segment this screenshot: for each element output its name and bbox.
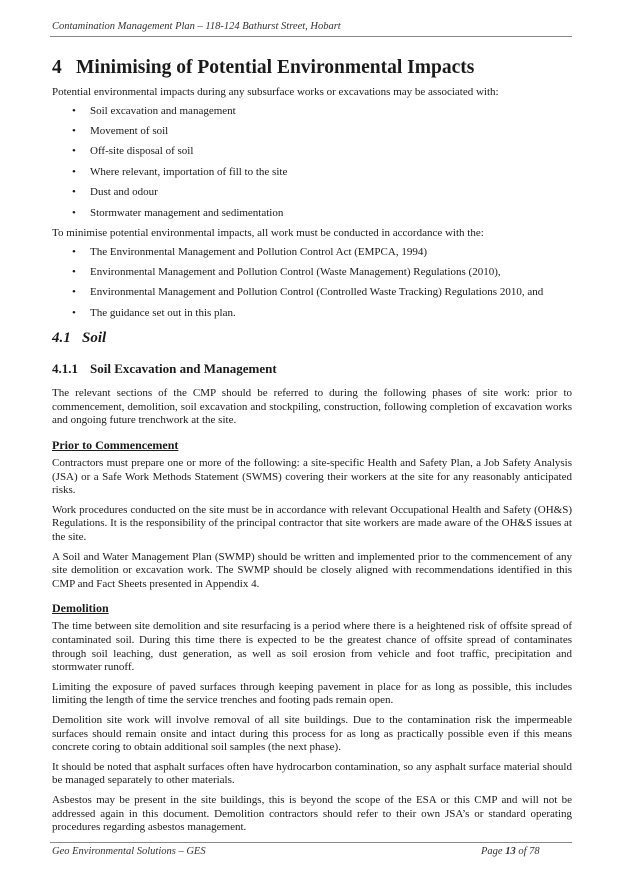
demolition-paragraph-2: Limiting the exposure of paved surfaces through keeping pavement in place for as long as possible, this includes limiting the length of time the service trenches and footing pads remain open.	[52, 680, 572, 707]
impacts-list	[52, 105, 572, 221]
bullet-icon: •	[72, 104, 76, 117]
section-heading	[52, 56, 572, 80]
list-item: • Stormwater management and sedimentation	[72, 206, 284, 219]
list-item: • Dust and odour	[72, 186, 158, 199]
regulations-list	[52, 246, 572, 321]
demolition-paragraph-5: Asbestos may be present in the site buildings, this is beyond the scope of the ESA or this CMP and will not be addressed again in this document. Demolition contractors should refer to their own JSA’s or standard operating procedures regarding asbestos management.	[52, 793, 572, 834]
bullet-icon: •	[72, 306, 76, 319]
list-item: • Where relevant, importation of fill to the site	[72, 165, 288, 178]
section-number: 4	[52, 57, 62, 78]
running-header: Contamination Management Plan – 118-124 Bathurst Street, Hobart	[52, 21, 341, 32]
bullet-icon: •	[72, 165, 76, 178]
accordance-paragraph: To minimise potential environmental impacts, all work must be conducted in accordance with the:	[52, 226, 484, 239]
bullet-icon: •	[72, 124, 76, 137]
bullet-icon: •	[72, 145, 76, 158]
list-item: • Environmental Management and Pollution Control (Controlled Waste Tracking) Regulations 2010, and	[72, 286, 544, 299]
demolition-paragraph-4: It should be noted that asphalt surfaces often have hydrocarbon contamination, so any asphalt surface material should be managed separately to other materials.	[52, 760, 572, 787]
bullet-icon: •	[72, 265, 76, 278]
demolition-paragraph-1: The time between site demolition and site resurfacing is a period where there is a heightened risk of offsite spread of contaminated soil. During this time there is expected to be the greatest chance of offsite spread of contaminates through soil leaching, dust generation, as well as soil erosion from vehicle and foot traffic, precipitation and stormwater runoff.	[52, 620, 572, 674]
prior-to-commencement-heading: Prior to Commencement	[52, 438, 179, 453]
list-item: • Movement of soil	[72, 124, 169, 137]
subsection-heading-soil: 4.1 Soil	[52, 330, 107, 347]
prior-paragraph-3: A Soil and Water Management Plan (SWMP) should be written and implemented prior to the commencement of any site demolition or excavation work. The SWMP should be closely aligned with recommendations identified in this CMP and Fact Sheets presented in Appendix 4.	[52, 550, 572, 590]
bullet-icon: •	[72, 186, 76, 199]
list-item: • Soil excavation and management	[72, 104, 236, 117]
header-rule	[50, 36, 572, 37]
bullet-icon: •	[72, 245, 76, 258]
bullet-icon: •	[72, 286, 76, 299]
page-body	[52, 56, 572, 835]
bullet-icon: •	[72, 206, 76, 219]
prior-paragraph-1: Contractors must prepare one or more of the following: a site-specific Health and Safety Plan, a Job Safety Analysis (JSA) or a Safe Work Methods Statement (SWMS) covering their workers at the site for any reasonably anticipated risks.	[52, 457, 572, 497]
section-title: Minimising of Potential Environmental Impacts	[76, 57, 475, 78]
prior-paragraph-2: Work procedures conducted on the site must be in accordance with relevant Occupational Health and Safety (OH&S) Regulations. It is the responsibility of the principal contractor that site workers are made aware of the OH&S issues at the site.	[52, 503, 572, 544]
intro-paragraph: Potential environmental impacts during any subsurface works or excavations may be associated with:	[52, 86, 499, 98]
list-item: • The guidance set out in this plan.	[72, 306, 236, 319]
list-item: • Environmental Management and Pollution Control (Waste Management) Regulations (2010),	[72, 265, 501, 278]
footer-company: Geo Environmental Solutions – GES	[52, 846, 206, 857]
demolition-heading: Demolition	[52, 601, 109, 616]
list-item: • The Environmental Management and Pollution Control Act (EMPCA, 1994)	[72, 245, 427, 258]
footer-rule	[50, 842, 572, 843]
subsubsection-heading-excavation: 4.1.1 Soil Excavation and Management	[52, 361, 277, 377]
page-number: Page 13 of 78	[481, 846, 540, 857]
excavation-paragraph: The relevant sections of the CMP should be referred to during the following phases of site work: prior to commencement, demolition, soil excavation and stockpiling, construction, following completion of excavation works and ongoing future trenchwork at the site.	[52, 387, 572, 427]
list-item: • Off-site disposal of soil	[72, 145, 194, 158]
demolition-paragraph-3: Demolition site work will involve removal of all site buildings. Due to the contamination risk the impermeable surfaces should remain onsite and intact during this process for as long as practically possible even if this means concrete coring to obtain additional soil samples (the next phase).	[52, 713, 572, 754]
